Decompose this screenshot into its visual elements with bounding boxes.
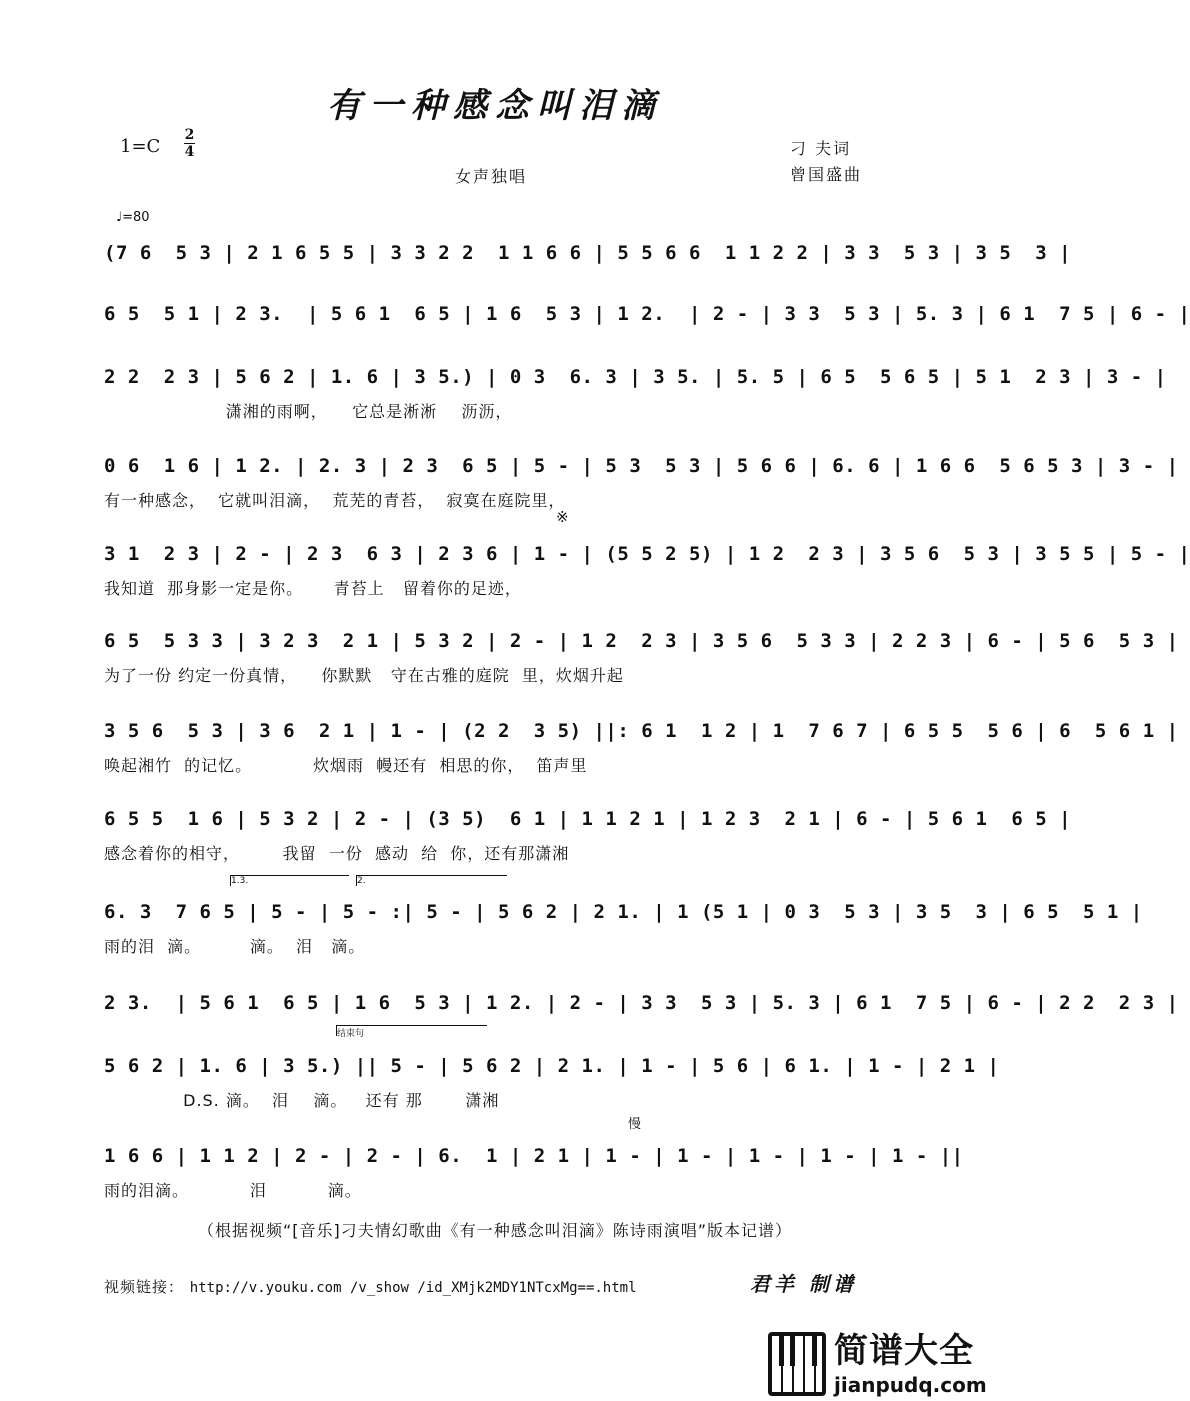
tempo-marking: ♩=80 bbox=[116, 210, 150, 225]
score-lyrics: 雨的泪滴。 泪 滴。 bbox=[104, 1181, 362, 1200]
score-lyrics: 为了一份 约定一份真情， 你默默 守在古雅的庭院 里，炊烟升起 bbox=[104, 666, 624, 685]
score-notes: 6. 3 7 6 5 | 5 - | 5 - :| 5 - | 5 6 2 | 2 1. | 1 (5 1 | 0 3 5 3 | 3 5 3 | 6 5 5 1 | bbox=[104, 901, 1143, 923]
score-lyrics: 有一种感念， 它就叫泪滴， 荒芜的青苔， 寂寞在庭院里， bbox=[104, 491, 566, 510]
score-notes: 5 6 2 | 1. 6 | 3 5.) || 5 - | 5 6 2 | 2 1. | 1 - | 5 6 | 6 1. | 1 - | 2 1 | bbox=[104, 1055, 1000, 1077]
page-title: 有一种感念叫泪滴 bbox=[327, 86, 663, 126]
score-lyrics: 唤起湘竹 的记忆。 炊烟雨 幔还有 相思的你， 笛声里 bbox=[104, 756, 588, 775]
time-signature bbox=[184, 128, 195, 159]
score-notes: 0 6 1 6 | 1 2. | 2. 3 | 2 3 6 5 | 5 - | 5 3 5 3 | 5 6 6 | 6. 6 | 1 6 6 5 6 5 3 | 3 - | bbox=[104, 455, 1179, 477]
score-notes: 3 5 6 5 3 | 3 6 2 1 | 1 - | (2 2 3 5) ||: 6 1 1 2 | 1 7 6 7 | 6 5 5 5 6 | 6 5 6 1 | bbox=[104, 720, 1179, 742]
volta-first-ending: 1.3. bbox=[230, 875, 349, 886]
score-lyrics: D.S. 滴。 泪 滴。 还有 那 潇湘 bbox=[104, 1091, 500, 1110]
video-link-url[interactable]: http://v.youku.com /v_show /id_XMjk2MDY1NTcxMg==.html bbox=[189, 1280, 637, 1296]
video-link bbox=[104, 1276, 637, 1297]
score-notes: 1 6 6 | 1 1 2 | 2 - | 2 - | 6. 1 | 2 1 | 1 - | 1 - | 1 - | 1 - | 1 - || bbox=[104, 1145, 964, 1167]
composer: 曾国盛曲 bbox=[790, 165, 863, 184]
coda-marking: 结束句 bbox=[336, 1025, 487, 1036]
piano-keys-icon bbox=[768, 1332, 826, 1396]
segno-sign: ※ bbox=[556, 508, 569, 526]
lyricist: 刁 夫词 bbox=[790, 139, 852, 158]
score-notes: 2 2 2 3 | 5 6 2 | 1. 6 | 3 5.) | 0 3 6. 3 | 3 5. | 5. 5 | 6 5 5 6 5 | 5 1 2 3 | 3 - | bbox=[104, 366, 1167, 388]
score-notes: 3 1 2 3 | 2 - | 2 3 6 3 | 2 3 6 | 1 - | (5 5 2 5) | 1 2 2 3 | 3 5 6 5 3 | 3 5 5 | 5 - | bbox=[104, 543, 1190, 565]
volta-second-ending: 2. bbox=[356, 875, 507, 886]
score-notes: 6 5 5 1 6 | 5 3 2 | 2 - | (3 5) 6 1 | 1 1 2 1 | 1 2 3 2 1 | 6 - | 5 6 1 6 5 | bbox=[104, 808, 1072, 830]
score-notes: 6 5 5 1 | 2 3. | 5 6 1 6 5 | 1 6 5 3 | 1 2. | 2 - | 3 3 5 3 | 5. 3 | 6 1 7 5 | 6 - | bbox=[104, 303, 1190, 325]
score-notes: 2 3. | 5 6 1 6 5 | 1 6 5 3 | 1 2. | 2 - | 3 3 5 3 | 5. 3 | 6 1 7 5 | 6 - | 2 2 2 3 | bbox=[104, 992, 1179, 1014]
video-link-label: 视频链接： bbox=[104, 1278, 185, 1296]
site-logo[interactable] bbox=[768, 1332, 988, 1398]
score-lyrics: 雨的泪 滴。 滴。 泪 滴。 bbox=[104, 937, 366, 956]
key-signature: 1=C bbox=[120, 136, 161, 157]
score-lyrics: 我知道 那身影一定是你。 青苔上 留着你的足迹， bbox=[104, 579, 522, 598]
transcription-note: （根据视频“[音乐]刁夫情幻歌曲《有一种感念叫泪滴》陈诗雨演唱”版本记谱） bbox=[197, 1221, 793, 1240]
score-lyrics: 感念着你的相守， 我留 一份 感动 给 你，还有那潇湘 bbox=[104, 844, 570, 863]
score-notes: (7 6 5 3 | 2 1 6 5 5 | 3 3 2 2 1 1 6 6 | 5 5 6 6 1 1 2 2 | 3 3 5 3 | 3 5 3 | bbox=[104, 242, 1072, 264]
score-notes: 6 5 5 3 3 | 3 2 3 2 1 | 5 3 2 | 2 - | 1 2 2 3 | 3 5 6 5 3 3 | 2 2 3 | 6 - | 5 6 5 3 | bbox=[104, 630, 1179, 652]
time-signature-top: 2 bbox=[184, 127, 195, 143]
performer: 女声独唱 bbox=[455, 167, 528, 186]
logo-name: 简谱大全 bbox=[834, 1331, 974, 1371]
score-lyrics: 潇湘的雨啊， 它总是淅淅 沥沥， bbox=[104, 402, 513, 421]
transcriber-credit: 君羊 制谱 bbox=[750, 1272, 857, 1296]
time-signature-bottom: 4 bbox=[184, 144, 195, 160]
logo-url: jianpudq.com bbox=[834, 1373, 987, 1397]
slow-marking: 慢 bbox=[628, 1117, 642, 1132]
